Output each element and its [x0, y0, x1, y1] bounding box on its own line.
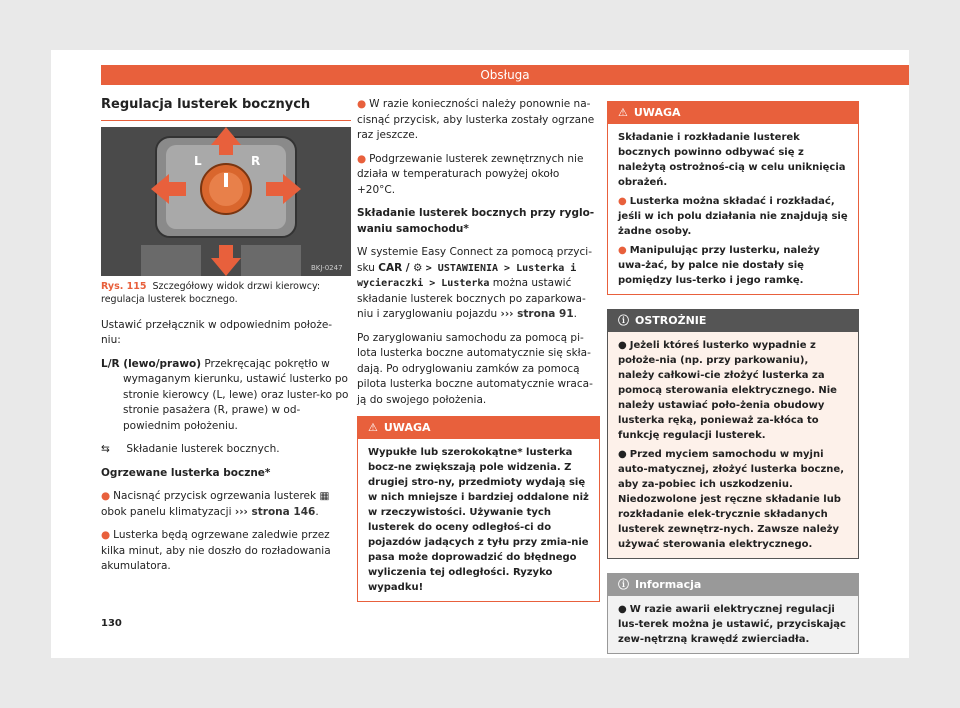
page-ref-146[interactable]: ››› strona 146: [234, 505, 316, 518]
warning-icon: ⚠: [368, 421, 378, 434]
info-b1-text: W razie awarii elektrycznej regulacji lus-terek można je ustawić, przyciskając zew-nętrzną krawędź zwierciadła.: [618, 604, 846, 645]
info-title: Informacja: [635, 578, 702, 591]
section-header: Obsługa: [101, 65, 909, 85]
caution-icon: ⓘ: [618, 314, 629, 327]
folding-subtitle: Składanie lusterek bocznych przy ryglo-waniu samochodu*: [357, 207, 595, 235]
warning-header: [358, 417, 599, 439]
warning-box-folding: [607, 101, 859, 295]
caution-header: [608, 310, 858, 332]
lr-label: L/R (lewo/prawo): [101, 357, 202, 370]
figure-code: BKJ-0247: [311, 263, 343, 272]
warning-bullet-2: ● Manipulując przy lusterku, należy uwa-żać, by palce nie dostały się pomiędzy lus-terko i jego ramkę.: [618, 245, 820, 286]
heated-bullet-1: ● Nacisnąć przycisk ogrzewania lusterek ▦ obok panelu klimatyzacji ››› strona 146.: [101, 490, 330, 518]
column-left: [101, 97, 351, 583]
page-ref-91[interactable]: ››› strona 91: [500, 308, 574, 320]
info-box: [607, 573, 859, 654]
heated-b1-text: Nacisnąć przycisk ogrzewania lusterek: [113, 490, 317, 502]
caution-box: [607, 309, 859, 559]
caution-bullet-1: ● Jeżeli któreś lusterko wypadnie z położe-nia (np. przy parkowaniu), należy całkowi-cie złożyć lusterka za pomocą sterowania elektrycznego. Nie należy ustawiać poło-żenia obudowy lusterka ręką, ponieważ za-kłóca to funkcję regulacji lusterek.: [618, 340, 837, 441]
fold-mirror-icon: ⇆: [101, 443, 110, 455]
car-button-label: CAR /: [378, 261, 410, 274]
column-middle: [357, 97, 600, 602]
warning-paragraph: Składanie i rozkładanie lusterek bocznych powinno odbywać się z należytą ostrożnoś-cią w celu uniknięcia obrażeń.: [618, 132, 846, 188]
caution-b1-text: Jeżeli któreś lusterko wypadnie z położe-nia (np. przy parkowaniu), należy całkowi-cie złożyć lusterka za pomocą sterowania elektrycznego. Nie należy ustawiać poło-żenia obudowy lusterka ręką, ponieważ za-kłóca to funkcję regulacji lusterek.: [618, 340, 837, 441]
figure-label-l: L: [194, 153, 202, 168]
heated-title: Ogrzewane lusterka boczne*: [101, 466, 271, 479]
page-number: 130: [101, 618, 122, 629]
caption-number: Rys. 115: [101, 280, 147, 292]
fold-definition: [101, 442, 351, 458]
lr-text: Przekręcając pokrętło w wymaganym kierunku, ustawić lusterko po stronie kierowcy (L, lewe) oraz luster-ko po stronie pasażera (R, prawe) w od-powiednim położeniu.: [123, 357, 349, 432]
info-icon: ⓘ: [618, 578, 629, 591]
warning-header-2: [608, 102, 858, 124]
mirror-knob-illustration: [101, 127, 351, 276]
warning-title: UWAGA: [383, 421, 431, 434]
warning-bullet-1: ● Lusterka można składać i rozkładać, jeśli w ich polu działania nie znajdują się żadne osoby.: [618, 196, 848, 237]
remote-paragraph: Po zaryglowaniu samochodu za pomocą pi-lota lusterka boczne automatycznie się skła-dają. Po odryglowaniu zamków za pomocą pilota lusterka boczne automatycznie wraca-ją do swojego położenia.: [357, 331, 593, 406]
info-body: [608, 596, 858, 653]
caution-title: OSTROŻNIE: [635, 314, 707, 327]
menu-path: > USTAWIENIA > Lusterka i wycieraczki > Lusterka: [357, 262, 577, 289]
warning-b2-text: Manipulując przy lusterku, należy uwa-żać, by palce nie dostały się pomiędzy lus-terko i jego ramkę.: [618, 245, 820, 286]
heated-bullet-2: ● Lusterka będą ogrzewane zaledwie przez kilka minut, aby nie doszło do rozładowania akumulatora.: [101, 529, 331, 572]
caption-text: Szczegółowy widok drzwi kierowcy: regulacja lusterek bocznego.: [101, 280, 321, 305]
info-header: [608, 574, 858, 596]
mirror-control-figure: [101, 127, 351, 276]
lr-definition: [101, 357, 351, 435]
warning-title-2: UWAGA: [633, 106, 681, 119]
mid-bullet-1: ● W razie konieczności należy ponownie na-cisnąć przycisk, aby lusterka zostały ogrzane raz jeszcze.: [357, 98, 595, 141]
warning-body-2: [608, 124, 858, 294]
ec-text-a: W systemie Easy Connect za pomocą przyci-sku: [357, 246, 592, 274]
warning-icon: ⚠: [618, 106, 628, 119]
heated-b1-end: obok panelu klimatyzacji: [101, 505, 232, 518]
caution-bullet-2: ● Przed myciem samochodu w myjni auto-matycznej, złożyć lusterka boczne, aby za-pobiec ich uszkodzeniu. Niedozwolone jest ręczne składanie lub rozkładanie elek-trycznie składanych lusterek zewnętrz-nych. Zawsze należy używać sterowania elektrycznego.: [618, 449, 844, 550]
figure-label-r: R: [251, 153, 261, 168]
info-bullet-1: ● W razie awarii elektrycznej regulacji lus-terek można je ustawić, przyciskając zew-nętrzną krawędź zwierciadła.: [618, 604, 846, 645]
intro-paragraph: Ustawić przełącznik w odpowiednim położe-niu:: [101, 318, 333, 346]
warning-box-mirrors: [357, 416, 600, 602]
caution-body: [608, 332, 858, 558]
warning-body: Wypukłe lub szerokokątne* lusterka bocz-ne zwiększają pole widzenia. Z drugiej stro-ny, przedmioty wydają się w nich mniejsze i bardziej oddalone niż w rzeczywistości. Używanie tych lusterek do oceny odległoś-ci do pojazdów jadących z tyłu przy zmia-nie pasa może doprowadzić do błędnego wyliczenia tej odległości. Ryzyko wypadku!: [368, 447, 589, 593]
column-right: [607, 101, 859, 654]
mid-b1-text: W razie konieczności należy ponownie na-cisnąć przycisk, aby lusterka zostały ogrzane raz jeszcze.: [357, 98, 595, 141]
page-title: Regulacja lusterek bocznych: [101, 97, 351, 121]
mirror-heating-icon: ▦: [319, 490, 330, 502]
mid-b2-text: Podgrzewanie lusterek zewnętrznych nie działa w temperaturach powyżej około +20°C.: [357, 152, 584, 196]
easy-connect-paragraph: W systemie Easy Connect za pomocą przyci-sku CAR / ⚙ > USTAWIENIA > Lusterka i wycieraczki > Lusterka można ustawić składanie lusterek bocznych po zaparkowa-niu i zaryglowaniu pojazdu ››› strona 91.: [357, 246, 592, 320]
mid-bullet-2: ● Podgrzewanie lusterek zewnętrznych nie działa w temperaturach powyżej około +20°C.: [357, 152, 584, 196]
fold-text: Składanie lusterek bocznych.: [126, 443, 280, 455]
warning-b1-text: Lusterka można składać i rozkładać, jeśli w ich polu działania nie znajdują się żadne osoby.: [618, 196, 848, 237]
caution-b2-text: Przed myciem samochodu w myjni auto-matycznej, złożyć lusterka boczne, aby za-pobiec ich uszkodzeniu. Niedozwolone jest ręczne składanie lub rozkładanie elek-trycznie składanych lusterek zewnętrz-nych. Zawsze należy używać sterowania elektrycznego.: [618, 449, 844, 550]
heated-b2-text: Lusterka będą ogrzewane zaledwie przez kilka minut, aby nie doszło do rozładowania akumulatora.: [101, 529, 331, 572]
settings-icon: ⚙: [413, 261, 423, 274]
ec-text-b: można ustawić składanie lusterek bocznych po zaparkowa-niu i zaryglowaniu pojazdu: [357, 277, 586, 320]
figure-caption: [101, 280, 351, 306]
